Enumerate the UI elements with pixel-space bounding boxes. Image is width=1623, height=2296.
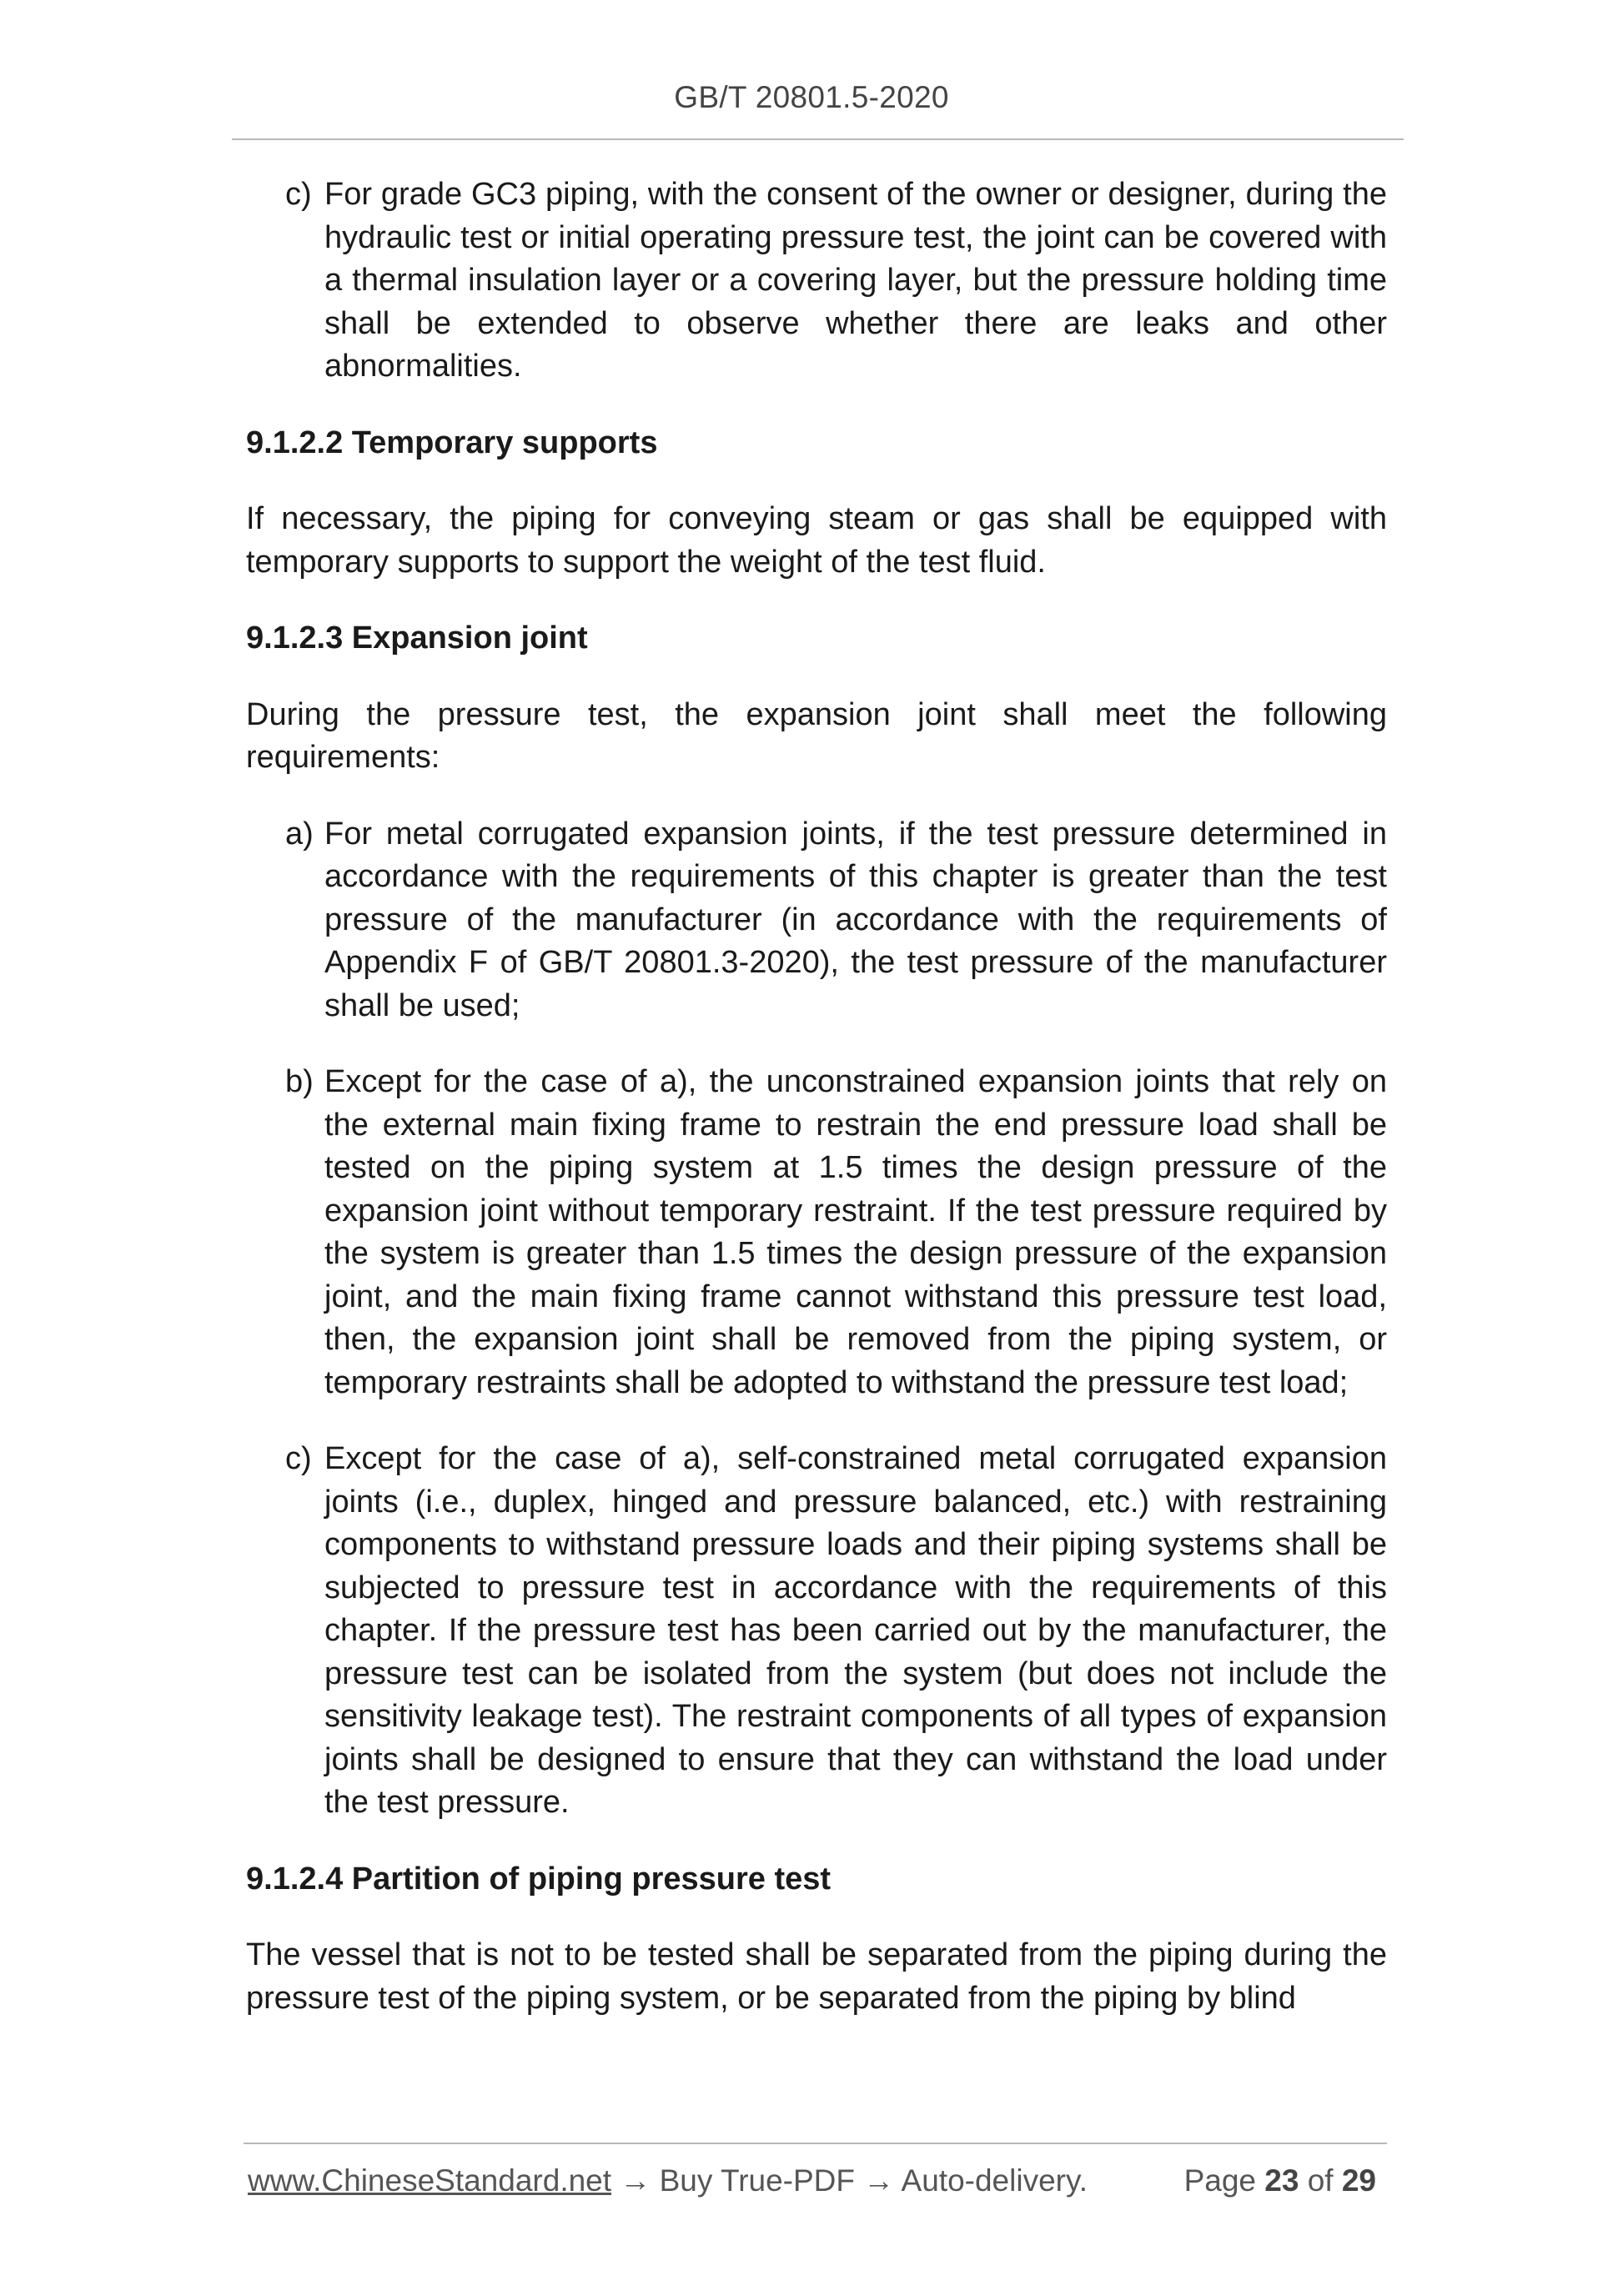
buy-true-pdf-text: Buy True-PDF: [659, 2163, 856, 2198]
arrow-right-icon: →: [863, 2163, 895, 2198]
section-heading-9-1-2-2: 9.1.2.2 Temporary supports: [246, 425, 658, 460]
list-item-text: Except for the case of a), self-constrained metal corrugated expansion joints (i.e., duplex, hinged and pressure balanced, etc.) with restraining components to withstand pressure loads and their piping systems shall be subjected to pressure test in accordance with the requirements of this chapter. If the pressure test has been carried out by the manufacturer, the pressure test can be isolated from the system (but does not include the sensitivity leakage test). The restraint components of all types of expansion joints shall be designed to ensure that they can withstand the load under the test pressure.: [324, 1441, 1387, 1820]
list-item-a: [285, 813, 1387, 1028]
page-header-title: GB/T 20801.5-2020: [674, 80, 949, 114]
section-intro-9-1-2-3: During the pressure test, the expansion joint shall meet the following requirements:: [246, 696, 1387, 775]
page-footer: [248, 2163, 1387, 2198]
list-item-text: For metal corrugated expansion joints, if the test pressure determined in accordance with the requirements of this chapter is greater than the test pressure of the manufacturer (in accordance with the requirements of Appendix F of GB/T 20801.3-2020), the test pressure of the manufacturer shall be used;: [324, 816, 1387, 1023]
page-of-label: of: [1307, 2163, 1334, 2198]
list-marker: a): [285, 816, 314, 852]
list-item-c-continued: [285, 173, 1387, 389]
list-item-text: Except for the case of a), the unconstrained expansion joints that rely on the external main fixing frame to restrain the end pressure load shall be tested on the piping system at 1.5 times the design pressure of the expansion joint without temporary restraint. If the test pressure required by the system is greater than 1.5 times the design pressure of the expansion joint, and the main fixing frame cannot withstand this pressure test load, then, the expansion joint shall be removed from the piping system, or temporary restraints shall be adopted to withstand the pressure test load;: [324, 1064, 1387, 1400]
section-paragraph-9-1-2-4: The vessel that is not to be tested shall be separated from the piping during the pressure test of the piping system, or be separated from the piping by blind: [246, 1937, 1387, 2016]
page-current-number: 23: [1264, 2163, 1299, 2198]
list-item-b: [285, 1061, 1387, 1404]
document-body: [246, 173, 1387, 2053]
list-item-c: [285, 1438, 1387, 1825]
page-label: Page: [1183, 2163, 1256, 2198]
website-link[interactable]: www.ChineseStandard.net: [248, 2163, 612, 2198]
list-marker: b): [285, 1064, 314, 1099]
list-item-text: For grade GC3 piping, with the consent of the owner or designer, during the hydraulic test or initial operating pressure test, the joint can be covered with a thermal insulation layer or a covering layer, but the pressure holding time shall be extended to observe whether there are leaks and other abnormalities.: [324, 177, 1387, 384]
auto-delivery-text: Auto-delivery.: [901, 2163, 1088, 2198]
section-heading-9-1-2-4: 9.1.2.4 Partition of piping pressure test: [246, 1861, 832, 1897]
section-paragraph-9-1-2-2: If necessary, the piping for conveying steam or gas shall be equipped with temporary supports to support the weight of the test fluid.: [246, 501, 1387, 580]
section-heading-9-1-2-3: 9.1.2.3 Expansion joint: [246, 620, 588, 656]
arrow-right-icon: →: [620, 2163, 651, 2198]
header-divider: [232, 138, 1404, 140]
list-marker: c): [285, 177, 312, 212]
page-indicator: [1184, 2163, 1376, 2198]
list-marker: c): [285, 1441, 312, 1476]
footer-divider: [244, 2143, 1387, 2144]
page-total-number: 29: [1341, 2163, 1376, 2198]
